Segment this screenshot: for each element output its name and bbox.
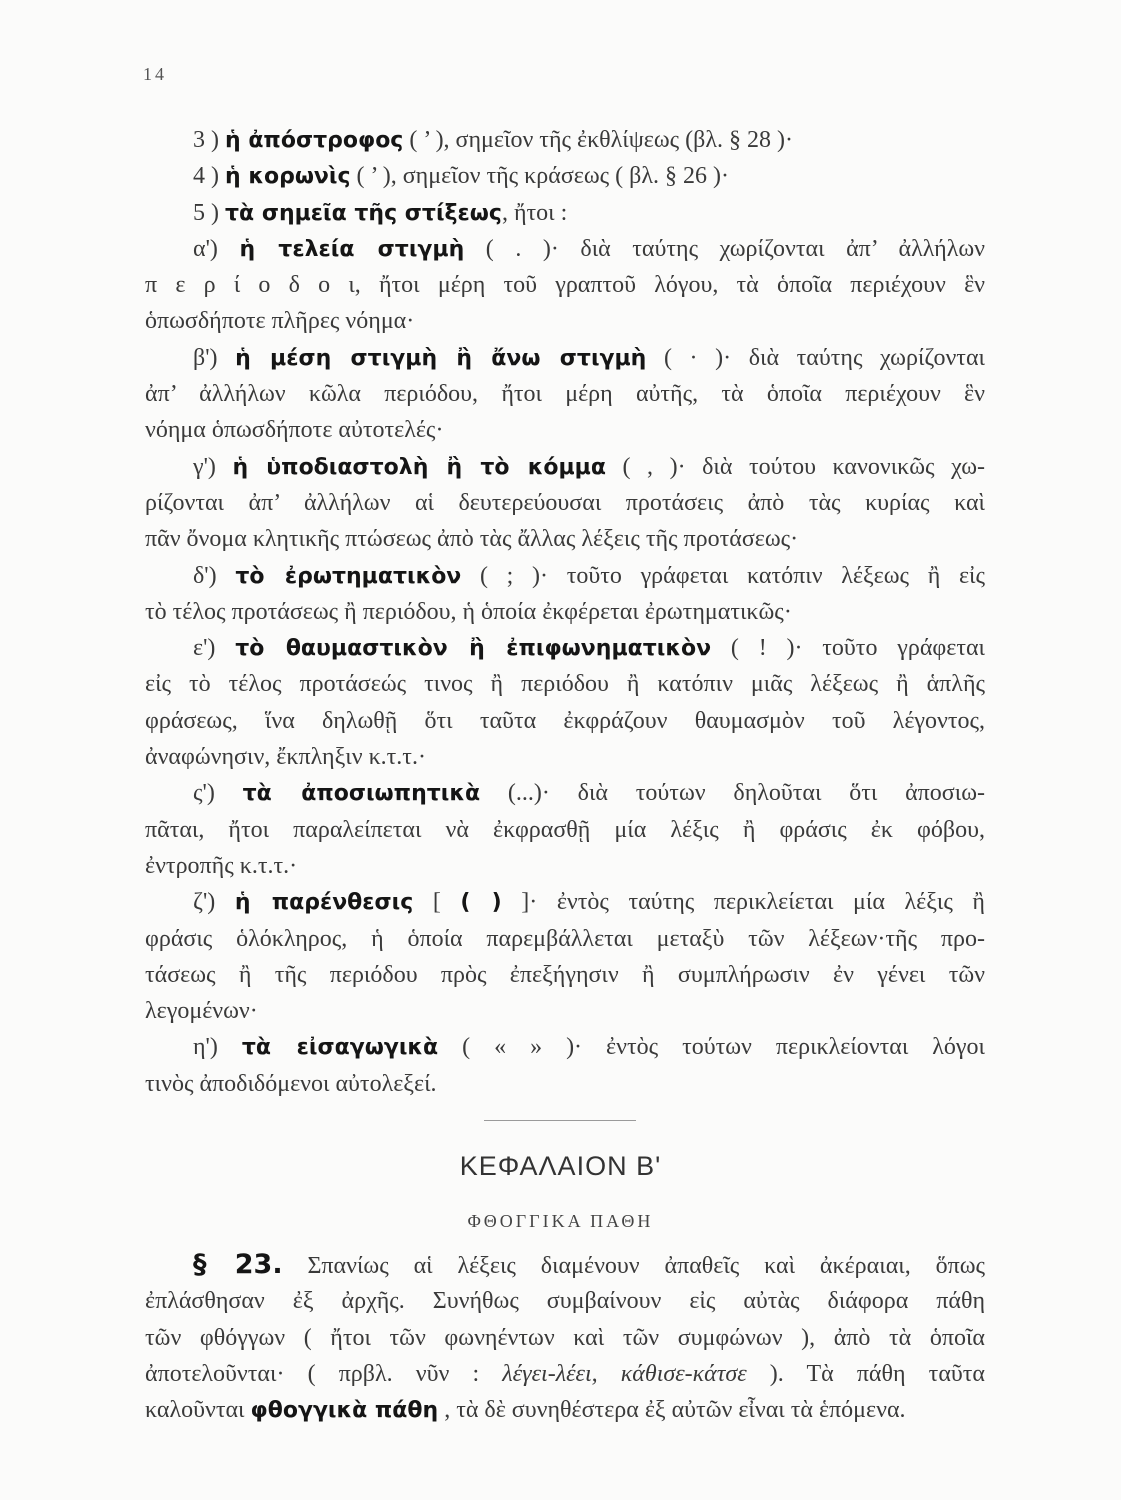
text-line <box>145 812 985 848</box>
text-run: τάσεως ἢ τῆς περιόδου πρὸς ἐπεξήγησιν ἢ συμπλήρωσιν ἐν γένει τῶν <box>145 961 985 988</box>
text-run: 3 ) <box>193 127 225 153</box>
list-item <box>145 558 985 631</box>
text-run: ς') <box>193 780 243 807</box>
text-run: ). Τὰ πάθη ταῦτα <box>746 1360 986 1387</box>
bold-term: ἡ ἀπόστροφος <box>225 128 404 153</box>
text-run: ( ! )· τοῦτο γράφεται <box>711 635 986 662</box>
bold-term: ἡ μέση στιγμὴ ἢ ἄνω στιγμὴ <box>235 345 647 371</box>
text-line <box>145 957 985 993</box>
text-line <box>145 376 985 412</box>
text-run: ( « » )· ἐντὸς τούτων περικλείονται λόγοι <box>438 1034 985 1061</box>
bold-term: τὰ ἀποσιωπητικὰ <box>242 781 481 807</box>
text-run: 5 ) <box>193 199 225 226</box>
section-number: § 23. <box>193 1249 283 1280</box>
text-run: ( ’ ), σημεῖον τῆς κράσεως ( βλ. § 26 )· <box>350 163 729 190</box>
text-run: δ') <box>193 562 236 589</box>
section-paragraph <box>145 1247 985 1428</box>
text-run: τῶν φθόγγων ( ἤτοι τῶν φωνηέντων καὶ τῶν συμφώνων ), ἀπὸ τὰ ὁποῖα <box>145 1324 985 1351</box>
text-line <box>145 231 985 267</box>
text-line <box>145 195 985 231</box>
list-item <box>145 195 985 231</box>
text-line <box>145 412 985 448</box>
text-line <box>145 558 985 594</box>
text-run: λεγομένων· <box>145 998 258 1025</box>
text-line <box>145 1066 985 1102</box>
bold-term: ( ) <box>460 890 502 916</box>
text-line <box>145 340 985 376</box>
text-line <box>145 303 985 339</box>
punctuation-list <box>145 122 985 1102</box>
chapter-subtitle: ΦΘΟΓΓΙΚΑ ΠΑΘΗ <box>467 1211 654 1231</box>
text-run: εἰς τὸ τέλος προτάσεώς τινος ἢ περιόδου ἢ κατόπιν μιᾶς λέξεως ἢ ἁπλῆς <box>145 671 985 698</box>
bold-term: ἡ ὑποδιαστολὴ ἢ τὸ κόμμα <box>232 454 606 480</box>
text-line <box>145 449 985 485</box>
chapter-title: ΚΕΦΑΛΑΙΟΝ Β' <box>459 1151 662 1181</box>
text-run: ( · )· διὰ ταύτης χωρίζονται <box>646 344 985 371</box>
bold-term: ἡ κορωνὶς <box>225 164 351 190</box>
text-run: ὁπωσδήποτε πλῆρες νόημα· <box>145 308 415 335</box>
list-item <box>145 122 985 158</box>
text-run: ( ; )· τοῦτο γράφεται κατόπιν λέξεως ἢ εἰς <box>461 562 985 589</box>
text-line <box>145 1392 985 1428</box>
text-line <box>145 630 985 666</box>
text-run: ε') <box>193 635 236 662</box>
text-run: π ε ρ ί ο δ ο ι, ἤτοι μέρη τοῦ γραπτοῦ λόγου, τὰ ὁποῖα περιέχουν ἓν <box>145 272 985 299</box>
text-run: β') <box>193 344 236 371</box>
text-line <box>145 775 985 811</box>
text-run: ἐντροπῆς κ.τ.τ.· <box>145 852 298 879</box>
page-number: 14 <box>143 64 167 84</box>
bold-term: τὸ θαυμαστικὸν ἢ ἐπιφωνηματικὸν <box>235 636 712 662</box>
text-run: ἐπλάσθησαν ἐξ ἀρχῆς. Συνήθως συμβαίνουν εἰς αὐτὰς διάφορα πάθη <box>145 1288 985 1315</box>
text-run: [ <box>413 889 461 916</box>
text-line <box>145 594 985 630</box>
text-line <box>145 122 985 158</box>
bold-term: τὰ σημεῖα τῆς στίξεως <box>225 200 502 226</box>
text-run: φράσεως, ἵνα δηλωθῇ ὅτι ταῦτα ἐκφράζουν θαυμασμὸν τοῦ λέγοντος, <box>145 707 985 734</box>
text-line <box>145 884 985 920</box>
text-line <box>145 267 985 303</box>
bold-term: τὸ ἐρωτηματικὸν <box>235 563 462 589</box>
text-run: ( . )· διὰ ταύτης χωρίζονται ἀπ’ ἀλλήλων <box>464 235 986 262</box>
list-item <box>145 884 985 1029</box>
text-line <box>145 1283 985 1319</box>
text-line <box>145 739 985 775</box>
section-23 <box>145 1247 985 1428</box>
text-run: (...)· διὰ τούτων δηλοῦται ὅτι ἀποσιω- <box>480 780 985 807</box>
bold-term: φθογγικὰ πάθη <box>250 1398 439 1424</box>
text-run: Σπανίως αἱ λέξεις διαμένουν ἀπαθεῖς καὶ ἀκέραιαι, ὅπως <box>282 1253 985 1279</box>
text-run: ζ') <box>193 889 235 916</box>
text-run: φράσις ὁλόκληρος, ἡ ὁποία παρεμβάλλεται μεταξὺ τῶν λέξεων·τῆς προ- <box>145 925 985 952</box>
text-run: , ἤτοι : <box>501 199 568 226</box>
list-item <box>145 449 985 558</box>
text-run: , τὰ δὲ συνηθέστερα ἐξ αὐτῶν εἶναι τὰ ἑπόμενα. <box>438 1397 906 1424</box>
text-line <box>145 521 985 557</box>
text-run: καλοῦνται <box>145 1397 251 1424</box>
text-run: πᾶται, ἤτοι παραλείπεται νὰ ἐκφρασθῇ μία λέξις ἢ φράσις ἐκ φόβου, <box>145 816 985 843</box>
text-run: τὸ τέλος προτάσεως ἢ περιόδου, ἡ ὁποία ἐκφέρεται ἐρωτηματικῶς· <box>145 598 792 625</box>
text-line <box>145 485 985 521</box>
list-item <box>145 158 985 194</box>
text-run: ( , )· διὰ τούτου κανονικῶς χω- <box>605 453 985 480</box>
text-run: ρίζονται ἀπ’ ἀλλήλων αἱ δευτερεύουσαι προτάσεις ἀπὸ τὰς κυρίας καὶ <box>145 489 985 516</box>
text-line <box>145 1029 985 1065</box>
list-item <box>145 1029 985 1102</box>
text-line <box>145 993 985 1029</box>
text-line <box>145 848 985 884</box>
text-run: ἀναφώνησιν, ἔκπληξιν κ.τ.τ.· <box>145 744 426 771</box>
bold-term: ἡ παρένθεσις <box>234 890 414 916</box>
text-run: τινὸς ἀποδιδόμενοι αὐτολεξεί. <box>145 1070 437 1097</box>
text-line <box>145 703 985 739</box>
text-line <box>145 921 985 957</box>
section-divider <box>484 1120 636 1121</box>
bold-term: ἡ τελεία στιγμὴ <box>239 236 465 262</box>
text-run: α') <box>193 235 240 262</box>
text-line <box>145 1356 985 1392</box>
text-run: ἀποτελοῦνται· ( πρβλ. νῦν : <box>145 1360 503 1387</box>
text-run: γ') <box>193 453 233 480</box>
bold-term: τὰ εἰσαγωγικὰ <box>241 1035 439 1061</box>
text-run: ]· ἐντὸς ταύτης περικλείεται μία λέξις ἢ <box>501 889 985 916</box>
text-run: πᾶν ὄνομα κλητικῆς πτώσεως ἀπὸ τὰς ἄλλας λέξεις τῆς προτάσεως· <box>145 526 799 553</box>
list-item <box>145 630 985 775</box>
text-run: 4 ) <box>193 163 225 190</box>
text-run: ( ’ ), σημεῖον τῆς ἐκθλίψεως (βλ. § 28 )· <box>403 127 793 153</box>
text-line <box>145 158 985 194</box>
text-run: η') <box>193 1034 242 1061</box>
italic-example: λέγει-λέει, κάθισε-κάτσε <box>502 1360 747 1387</box>
text-run: ἀπ’ ἀλλήλων κῶλα περιόδου, ἤτοι μέρη αὐτῆς, τὰ ὁποῖα περιέχουν ἓν <box>145 381 985 408</box>
list-item <box>145 775 985 884</box>
list-item <box>145 231 985 340</box>
list-item <box>145 340 985 449</box>
text-line <box>145 666 985 702</box>
text-line <box>145 1247 985 1283</box>
text-run: νόημα ὁπωσδήποτε αὐτοτελές· <box>145 417 444 444</box>
text-line <box>145 1320 985 1356</box>
